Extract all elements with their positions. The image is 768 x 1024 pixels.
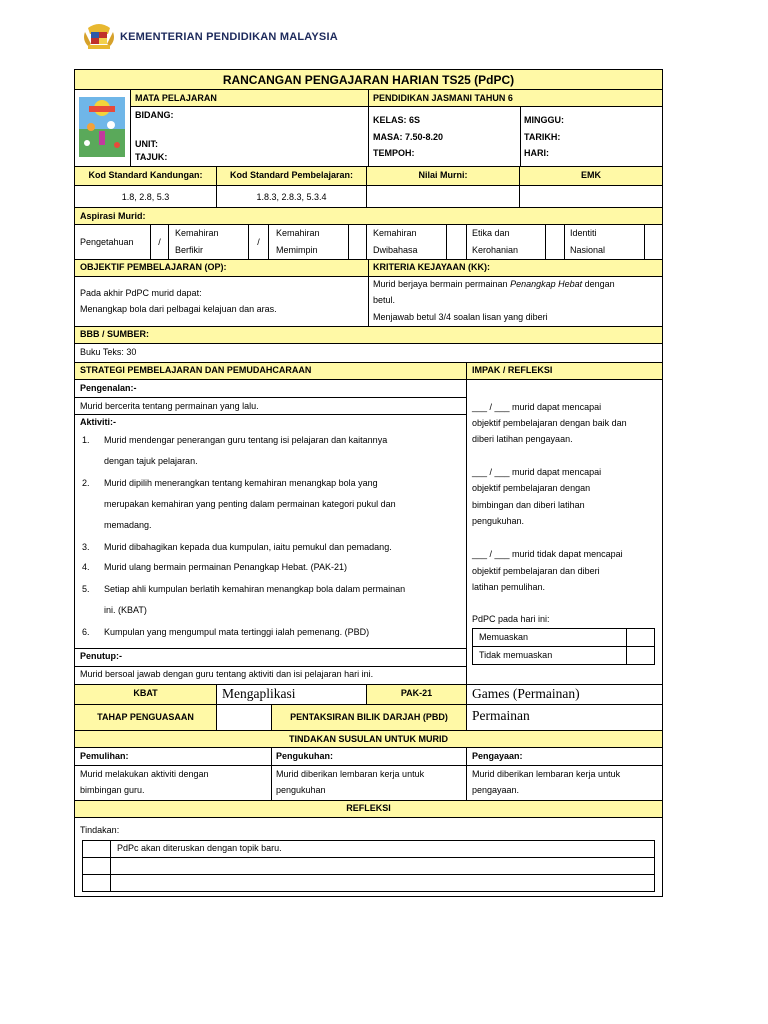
rph-title: RANCANGAN PENGAJARAN HARIAN TS25 (PdPC) (222, 73, 515, 87)
bbb-label: BBB / SUMBER: (80, 329, 149, 339)
objektif-line: Menangkap bola dari pelbagai kelajuan dan aras. (80, 304, 277, 314)
aspirasi-mark: / (158, 237, 161, 247)
kriteria-label: KRITERIA KEJAYAAN (KK): (373, 262, 491, 272)
impak-line: bimbingan dan diberi latihan (472, 500, 585, 510)
tindakan-label: Tindakan: (80, 825, 120, 835)
ministry-name: KEMENTERIAN PENDIDIKAN MALAYSIA (120, 31, 338, 43)
pbd-label: PENTAKSIRAN BILIK DARJAH (PBD) (290, 712, 448, 722)
impak-line: ___ / ___ murid dapat mencapai (472, 467, 602, 477)
impak-line: ___ / ___ murid dapat mencapai (472, 402, 602, 412)
pengenalan-label: Pengenalan:- (80, 383, 137, 393)
pembelajaran-value: 1.8.3, 2.8.3, 5.3.4 (256, 192, 327, 202)
objektif-label: OBJEKTIF PEMBELAJARAN (OP): (80, 262, 227, 272)
malaysia-crest-logo (82, 22, 116, 52)
pengukuhan-text: pengukuhan (276, 785, 326, 795)
pengayaan-label: Pengayaan: (472, 751, 523, 761)
pak-value: Games (Permainan) (472, 686, 580, 701)
nilai-murni-label: Nilai Murni: (418, 170, 468, 180)
pdpc-label: PdPC pada hari ini: (472, 614, 550, 624)
impak-line: diberi latihan pengayaan. (472, 434, 573, 444)
pemulihan-label: Pemulihan: (80, 751, 129, 761)
pak-label: PAK-21 (400, 688, 433, 698)
penutup-label: Penutup:- (80, 651, 122, 661)
refleksi-label: REFLEKSI (346, 803, 391, 813)
mata-pelajaran-label: MATA PELAJARAN (135, 93, 217, 103)
tahap-label: TAHAP PENGUASAAN (97, 712, 194, 722)
tidak-memuaskan-checkbox[interactable] (627, 647, 654, 664)
masa-field: MASA: 7.50-8.20 (373, 132, 444, 142)
emk-label: EMK (581, 170, 601, 180)
kandungan-label: Kod Standard Kandungan: (88, 170, 203, 180)
kriteria-line: Menjawab betul 3/4 soalan lisan yang diberi (373, 312, 548, 322)
textbook-cover-image (79, 97, 125, 157)
impak-line: pengukuhan. (472, 516, 525, 526)
tidak-memuaskan-option[interactable]: Tidak memuaskan (479, 650, 553, 660)
kriteria-line: Murid berjaya bermain permainan Penangkap Hebat dengan (373, 279, 615, 289)
subject-name: PENDIDIKAN JASMANI TAHUN 6 (373, 93, 513, 103)
strategi-label: STRATEGI PEMBELAJARAN DAN PEMUDAHCARAAN (80, 365, 312, 375)
impak-line: objektif pembelajaran dengan baik dan (472, 418, 627, 428)
aspirasi-label: Aspirasi Murid: (80, 211, 146, 221)
kbat-label: KBAT (133, 688, 158, 698)
bbb-value: Buku Teks: 30 (80, 347, 137, 357)
rph-page: KEMENTERIAN PENDIDIKAN MALAYSIA RANCANGAN PENGAJARAN HARIAN TS25 (PdPC) MATA PELAJARAN PENDIDIKAN JASMANI TAHUN 6 BIDANG: UNIT: TAJUK: KELAS: 6S MASA: 7.50-8.20 TEMPOH: MINGGU: TARIKH: HARI: Kod Standard Kandungan: Kod Standard Pembelajaran: Nilai Murni: EMK 1.8, 2.8, 5.3 1.8.3, 2.8.3, 5.3.4 Aspirasi Murid: Pengetahuan / Kemahiran Berfikir / Kemahiran Memimpin Kemahiran Dwibahasa Etika dan Kerohanian Identiti Nasional OBJEKTIF PEMBELAJARAN (OP): KRITERIA KEJAYAAN (KK): Pada akhir PdPC murid dapat: Menangkap bola dari pelbagai kelajuan dan aras. Murid berjaya bermain permainan Penangkap Hebat dengan betul. Menjawab betul 3/4 soalan lisan yang diberi BBB / SUMBER: Buku Teks: 30 STRATEGI PEMBELAJARAN DAN PEMUDAHCARAAN IMPAK / REFLEKSI Pengenalan:- Murid bercerita tentang permainan yang lalu. Aktiviti:- 1. Murid mendengar penerangan guru tentang isi pelajaran dan kaitannya dengan tajuk pelajaran. 2. Murid dipilih menerangkan tentang kemahiran menangkap bola yang merupakan kemahiran yang penting dalam permainan kategori pukul dan memadang. 3. Murid dibahagikan kepada dua kumpulan, iaitu pemukul dan pemadang. 4. Murid ulang bermain permainan Penangkap Hebat. (PAK-21) 5. Setiap ahli kumpulan berlatih kemahiran menangkap bola dalam permainan ini. (KBAT) 6. Kumpulan yang mengumpul mata tertinggi ialah pemenang. (PBD) Penutup:- Murid bersoal jawab dengan guru tentang aktiviti dan isi pelajaran hari ini. ___ / ___ murid dapat mencapai objektif pembelajaran dengan baik dan diberi latihan pengayaan. ___ / ___ murid dapat mencapai objektif pembelajaran dengan bimbingan dan diberi latihan pengukuhan. ___ / ___ murid tidak dapat mencapai objektif pembelajaran dan diberi latihan pemulihan. PdPC pada hari ini: Memuaskan Tidak memuaskan KBAT Mengaplikasi PAK-21 Games (Permainan) TAHAP PENGUASAAN PENTAKSIRAN BILIK DARJAH (PBD) Permainan TINDAKAN SUSULAN UNTUK MURID Pemulihan: Pengukuhan: Pengayaan: Murid melakukan aktiviti dengan bimbingan guru. Murid diberikan lembaran kerja untuk pengukuhan Murid diberikan lembaran kerja untuk pengayaan. REFLEKSI Tindakan: PdPc akan diteruskan dengan topik baru. (0, 0, 768, 1024)
pengenalan-text: Murid bercerita tentang permainan yang lalu. (80, 401, 259, 411)
impak-line: latihan pemulihan. (472, 582, 546, 592)
pengayaan-text: pengayaan. (472, 785, 520, 795)
pengukuhan-text: Murid diberikan lembaran kerja untuk (276, 769, 425, 779)
memuaskan-option[interactable]: Memuaskan (479, 632, 529, 642)
pemulihan-text: bimbingan guru. (80, 785, 145, 795)
bidang-label: BIDANG: (135, 110, 174, 120)
penutup-text: Murid bersoal jawab dengan guru tentang aktiviti dan isi pelajaran hari ini. (80, 669, 374, 679)
impak-line: objektif pembelajaran dan diberi (472, 566, 600, 576)
tajuk-label: TAJUK: (135, 152, 168, 162)
kelas-field: KELAS: 6S (373, 115, 421, 125)
impak-label: IMPAK / REFLEKSI (472, 365, 553, 375)
kbat-value: Mengaplikasi (222, 686, 296, 701)
tindakan-row-text: PdPc akan diteruskan dengan topik baru. (117, 843, 282, 853)
kandungan-value: 1.8, 2.8, 5.3 (121, 192, 170, 202)
pengukuhan-label: Pengukuhan: (276, 751, 334, 761)
objektif-line: Pada akhir PdPC murid dapat: (80, 288, 202, 298)
ministry-header (82, 22, 382, 54)
aspirasi-mark: / (257, 237, 260, 247)
unit-label: UNIT: (135, 139, 158, 149)
pemulihan-text: Murid melakukan aktiviti dengan (80, 769, 209, 779)
minggu-field: MINGGU: (524, 115, 564, 125)
tempoh-field: TEMPOH: (373, 148, 415, 158)
impak-line: objektif pembelajaran dengan (472, 483, 591, 493)
pengayaan-text: Murid diberikan lembaran kerja untuk (472, 769, 621, 779)
impak-line: ___ / ___ murid tidak dapat mencapai (472, 549, 623, 559)
hari-field: HARI: (524, 148, 549, 158)
memuaskan-checkbox[interactable] (627, 629, 654, 645)
aktiviti-label: Aktiviti:- (80, 417, 116, 427)
pembelajaran-label: Kod Standard Pembelajaran: (229, 170, 354, 180)
kriteria-line: betul. (373, 295, 396, 305)
pbd-value: Permainan (472, 708, 530, 723)
tindakan-susulan-label: TINDAKAN SUSULAN UNTUK MURID (289, 734, 448, 744)
tarikh-field: TARIKH: (524, 132, 561, 142)
